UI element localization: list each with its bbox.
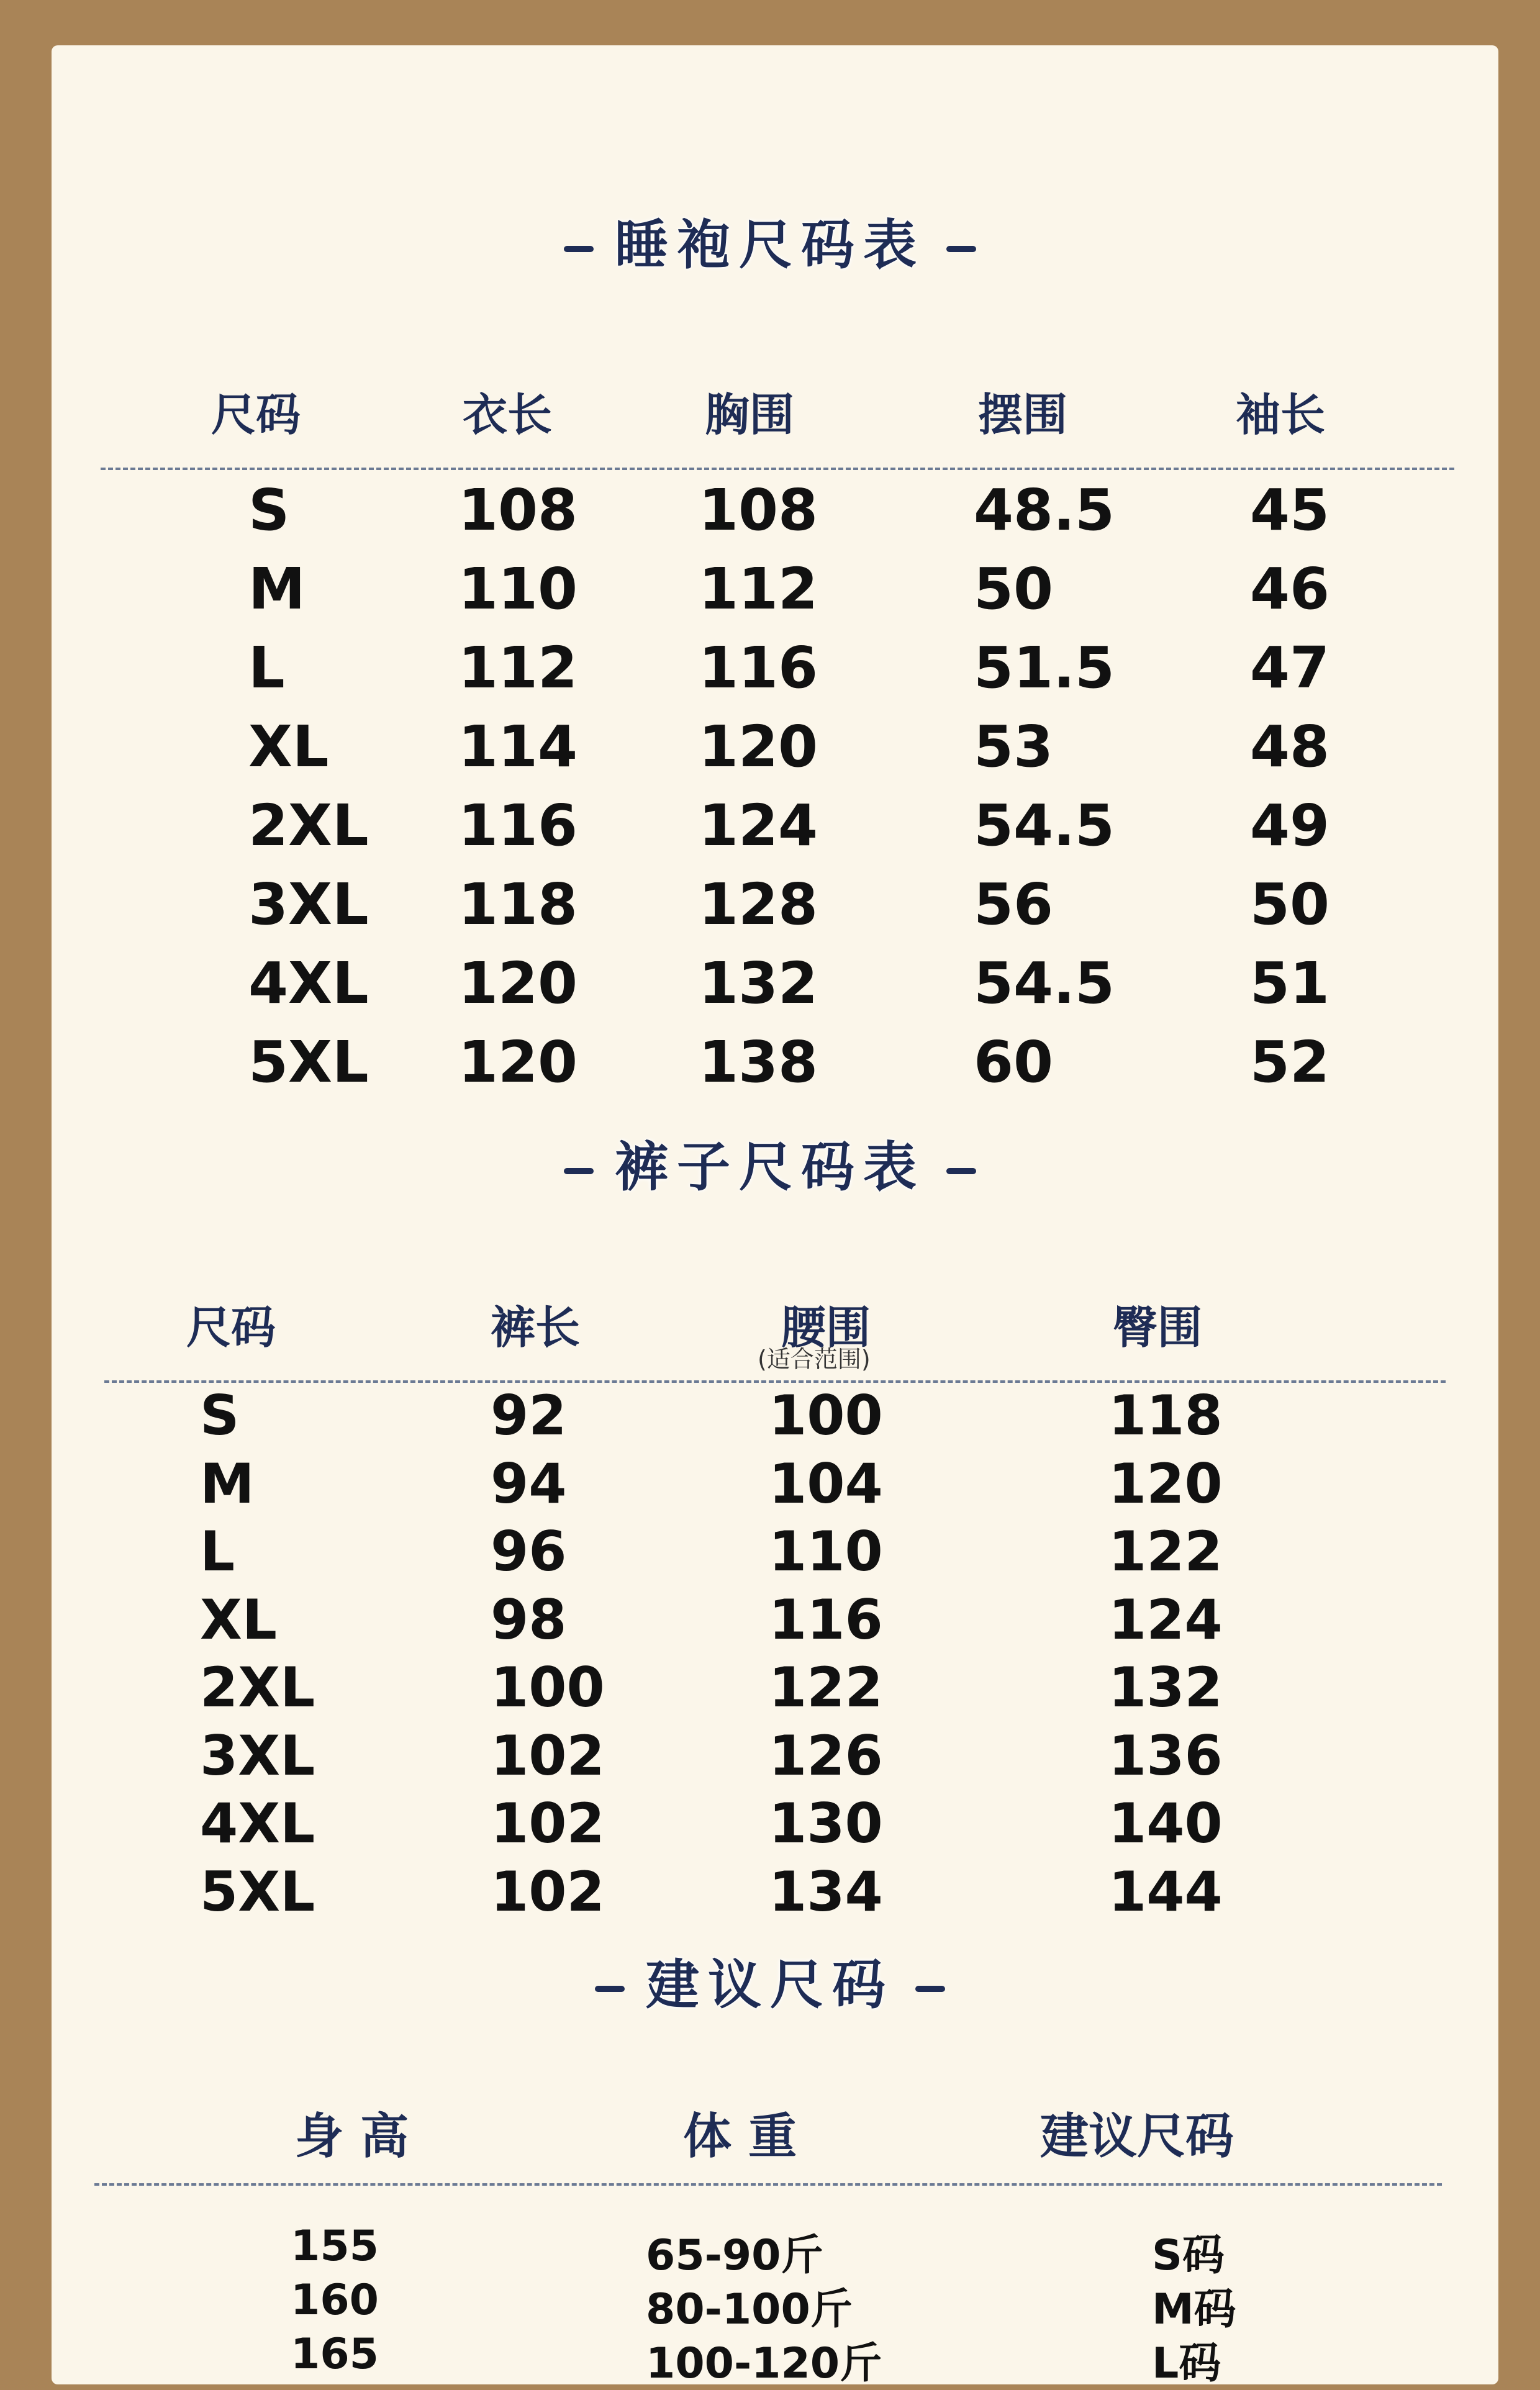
pants-cell: 110	[769, 1519, 883, 1583]
sleep_robe-cell: 51	[1250, 950, 1330, 1016]
robe-section-title	[0, 202, 1540, 279]
title-dash-right	[946, 1168, 976, 1174]
sleep_robe-cell: 108	[699, 477, 818, 543]
pants-cell: 4XL	[200, 1791, 315, 1855]
recommend-cell: 155	[291, 2222, 379, 2271]
recommend-cell: 65-90斤	[646, 2231, 823, 2280]
sleep_robe-cell: L	[248, 635, 285, 701]
sleep_robe-cell: 120	[458, 950, 578, 1016]
pants-cell: 98	[491, 1587, 567, 1652]
sleep_robe-cell: 5XL	[248, 1029, 369, 1095]
sleep_robe-cell: M	[248, 556, 306, 622]
pants-cell: 100	[491, 1655, 605, 1719]
pants-cell: 124	[1108, 1587, 1223, 1652]
pants-header-0: 尺码	[186, 1301, 276, 1354]
pants-cell: 136	[1108, 1723, 1223, 1788]
sleep_robe-cell: 50	[974, 556, 1054, 622]
pants-cell: 140	[1108, 1791, 1223, 1855]
sleep_robe-header-4: 袖长	[1236, 389, 1326, 441]
sleep_robe-cell: 120	[699, 713, 818, 780]
recommend-header-2: 建议尺码	[1040, 2109, 1234, 2165]
sleep_robe-cell: 2XL	[248, 792, 369, 859]
sleep_robe-cell: 120	[458, 1029, 578, 1095]
sleep_robe-cell: XL	[248, 713, 329, 780]
pants-cell: 102	[491, 1859, 605, 1924]
sleep_robe-cell: 48	[1250, 713, 1330, 780]
sleep_robe-cell: 47	[1250, 635, 1330, 701]
sleep_robe-cell: 110	[458, 556, 578, 622]
sleep_robe-cell: 45	[1250, 477, 1330, 543]
recommend-section-title	[0, 1942, 1540, 2019]
pants-cell: 102	[491, 1723, 605, 1788]
pants-cell: L	[200, 1519, 235, 1583]
sleep_robe-cell: 4XL	[248, 950, 369, 1016]
recommend-title-text: 建议尺码	[646, 1954, 894, 2016]
pants-cell: S	[200, 1383, 240, 1447]
pants-cell: 96	[491, 1519, 567, 1583]
sleep_robe-cell: 128	[699, 871, 818, 938]
pants-cell: 3XL	[200, 1723, 315, 1788]
recommend-cell: 160	[291, 2276, 379, 2325]
pants-cell: 130	[769, 1791, 883, 1855]
title-dash-left	[564, 1168, 594, 1174]
pants-header-1: 裤长	[491, 1301, 581, 1354]
sleep_robe-cell: 48.5	[974, 477, 1115, 543]
pants-title-text: 裤子尺码表	[615, 1136, 925, 1198]
sleep_robe-cell: 3XL	[248, 871, 369, 938]
pants-cell: 116	[769, 1587, 883, 1652]
pants-cell: 122	[1108, 1519, 1223, 1583]
pants-cell: 102	[491, 1791, 605, 1855]
pants-cell: 118	[1108, 1383, 1223, 1447]
sleep_robe-cell: 52	[1250, 1029, 1330, 1095]
sleep_robe-cell: 132	[699, 950, 818, 1016]
recommend-cell: 165	[291, 2330, 379, 2379]
pants-cell: 2XL	[200, 1655, 315, 1719]
pants-waist-note: (适合范围)	[758, 1346, 871, 1373]
recommend-cell: 80-100斤	[646, 2285, 853, 2334]
pants-cell: 126	[769, 1723, 883, 1788]
pants-cell: 94	[491, 1451, 567, 1516]
pants-cell: 144	[1108, 1859, 1223, 1924]
recommend-cell: 100-120斤	[646, 2339, 882, 2388]
sleep_robe-header-0: 尺码	[211, 389, 301, 441]
sleep_robe-header-3: 摆围	[978, 389, 1068, 441]
pants-cell: 92	[491, 1383, 567, 1447]
sleep_robe-cell: 112	[458, 635, 578, 701]
recommend-cell: L码	[1152, 2339, 1221, 2388]
sleep_robe-cell: 51.5	[974, 635, 1115, 701]
pants-cell: 5XL	[200, 1859, 315, 1924]
sleep_robe-cell: 50	[1250, 871, 1330, 938]
sleep_robe-cell: 116	[699, 635, 818, 701]
recommend-header-divider	[94, 2183, 1442, 2186]
pants-header-3: 臀围	[1113, 1301, 1203, 1354]
title-dash-right	[946, 246, 976, 252]
sleep_robe-cell: 53	[974, 713, 1054, 780]
title-dash-left	[595, 1986, 625, 1992]
sleep_robe-cell: 124	[699, 792, 818, 859]
pants-header-divider	[104, 1380, 1446, 1383]
pants-cell: 100	[769, 1383, 883, 1447]
pants-cell: 134	[769, 1859, 883, 1924]
sleep_robe-cell: 49	[1250, 792, 1330, 859]
sleep_robe-cell: 138	[699, 1029, 818, 1095]
sleep_robe-cell: 108	[458, 477, 578, 543]
title-dash-left	[564, 246, 594, 252]
sleep_robe-cell: 114	[458, 713, 578, 780]
pants-cell: 104	[769, 1451, 883, 1516]
sleep_robe-cell: 116	[458, 792, 578, 859]
recommend-header-0: 身 高	[295, 2109, 409, 2165]
sleep_robe-header-1: 衣长	[463, 389, 553, 441]
sleep_robe-cell: 46	[1250, 556, 1330, 622]
recommend-cell: S码	[1152, 2231, 1225, 2280]
recommend-cell: M码	[1152, 2285, 1236, 2334]
pants-section-title	[0, 1124, 1540, 1201]
robe-title-text: 睡袍尺码表	[615, 214, 925, 276]
sleep_robe-cell: 54.5	[974, 950, 1115, 1016]
pants-cell: 132	[1108, 1655, 1223, 1719]
robe-header-divider	[101, 468, 1454, 470]
sleep_robe-cell: 60	[974, 1029, 1054, 1095]
pants-cell: 122	[769, 1655, 883, 1719]
title-dash-right	[915, 1986, 945, 1992]
pants-cell: XL	[200, 1587, 277, 1652]
sleep_robe-cell: 112	[699, 556, 818, 622]
sleep_robe-cell: 118	[458, 871, 578, 938]
pants-header-2: 腰围	[781, 1301, 871, 1354]
pants-cell: M	[200, 1451, 255, 1516]
recommend-header-1: 体 重	[683, 2109, 797, 2165]
sleep_robe-cell: 56	[974, 871, 1054, 938]
pants-cell: 120	[1108, 1451, 1223, 1516]
sleep_robe-cell: 54.5	[974, 792, 1115, 859]
sleep_robe-header-2: 胸围	[705, 389, 795, 441]
sleep_robe-cell: S	[248, 477, 290, 543]
